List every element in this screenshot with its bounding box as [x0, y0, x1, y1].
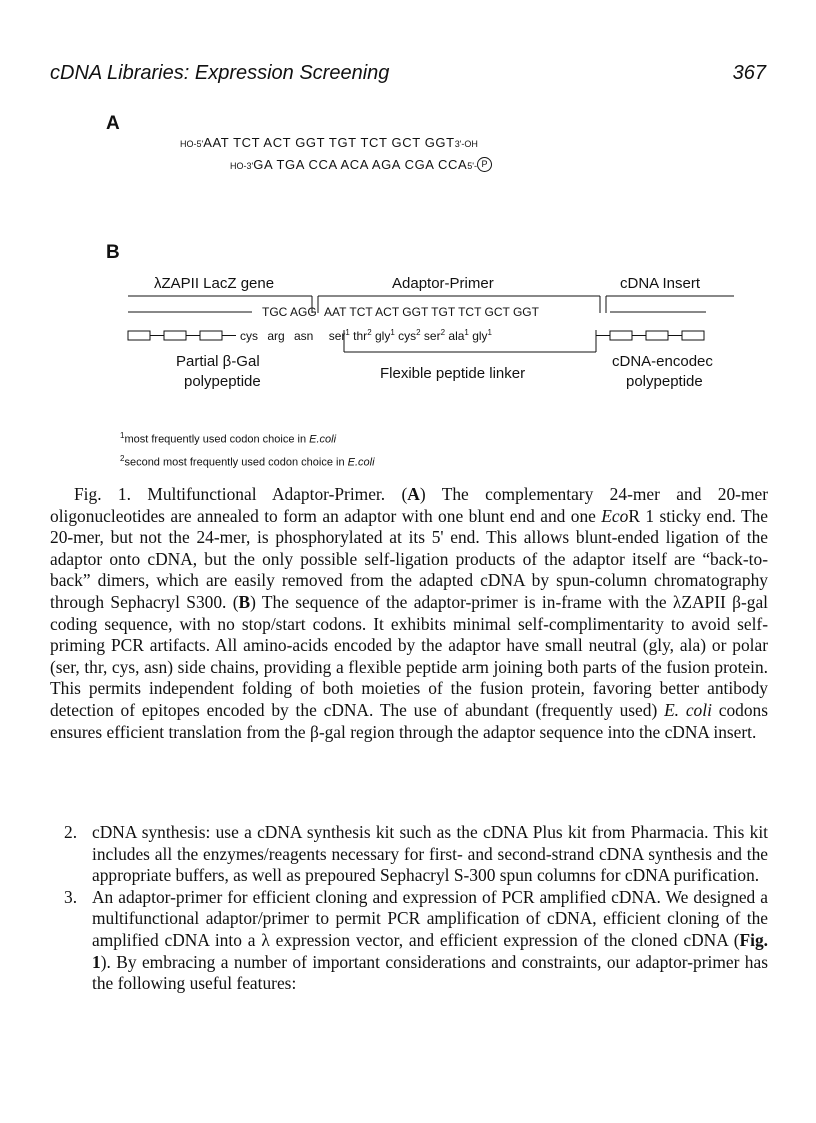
- peptide-box: [200, 331, 222, 340]
- list-item-number: 3.: [64, 886, 78, 907]
- bottom-strand-sequence: GA TGA CCA ACA AGA CGA CCA: [253, 157, 468, 172]
- cdna-insert-label: cDNA Insert: [620, 275, 701, 292]
- top-strand-sequence: AAT TCT ACT GGT TGT TCT GCT GGT: [203, 135, 455, 150]
- linker-amino-acids: [329, 329, 492, 343]
- lacz-gene-label: λZAPII LacZ gene: [154, 275, 275, 292]
- panel-b-label: B: [106, 242, 120, 263]
- aa-item: ser$^1$: [328, 328, 350, 343]
- list-item: [50, 822, 768, 887]
- aa-item: gly$^1$: [472, 328, 492, 343]
- aa-item: cys$^2$: [398, 328, 421, 343]
- linker-label: Flexible peptide linker: [380, 365, 526, 382]
- partial-bgal-label: Partial β-Gal: [176, 353, 260, 370]
- top-5prime-end: HO-5': [180, 139, 204, 149]
- bottom-3prime-end: HO-3': [230, 161, 254, 171]
- list-item-text: An adaptor-primer for efficient cloning and expression of PCR amplified cDNA. We designed a multifunctional adaptor/primer to permit PCR amplification of cDNA, efficient cloning of the amplified cDNA into a λ expression vector, and efficient expression of the cloned cDNA (Fig. 1). By embracing a number of important considerations and constraints, our adaptor-primer has the following useful features:: [92, 886, 768, 994]
- page-number: 367: [732, 62, 766, 84]
- panel-a-label: A: [106, 113, 120, 134]
- lacz-amino-acids: cys arg asn: [240, 329, 314, 343]
- phosphate-symbol: P: [477, 157, 492, 172]
- amino-acid-row: [240, 328, 492, 343]
- adaptor-codons: AAT TCT ACT GGT TGT TCT GCT GGT: [324, 305, 539, 319]
- footnote-1: $^1$most frequently used codon choice in E.coli: [120, 431, 337, 446]
- lacz-codons: TGC AGG: [262, 305, 317, 319]
- figure-reference: Fig. 1: [92, 929, 768, 972]
- figure-caption: Fig. 1. Multifunctional Adaptor-Primer. (A) The complementary 24-mer and 20-mer oligonucleotides are annealed to form an adaptor with one blunt end and one EcoR 1 sticky end. The 20-mer, but not the 24-mer, is phosphorylated at its 5' end. This allows blunt-ended ligation of the adaptor onto cDNA, but the only possible self-ligation products of the adaptor itself are “back-to-back” dimers, which are easily removed from the adapted cDNA by spun-column chromatography through Sephacryl S300. (B) The sequence of the adaptor-primer is in-frame with the λZAPII β-gal coding sequence, with no stop/start codons. It exhibits minimal self-complimentarity to avoid self-priming PCR artifacts. All amino-acids encoded by the adaptor have small neutral (gly, ala) or polar (ser, thr, cys, asn) side chains, providing a flexible peptide arm joining both parts of the fusion protein. This permits independent folding of both moieties of the fusion protein, favoring better antibody detection of epitopes encoded by the cDNA. The use of abundant (frequently used) E. coli codons ensures efficient translation from the β-gal region through the adaptor sequence into the cDNA insert.: [50, 484, 768, 742]
- partial-bgal-sublabel: polypeptide: [184, 373, 261, 390]
- adaptor-primer-label: Adaptor-Primer: [392, 275, 494, 292]
- aa-item: gly$^1$: [374, 328, 395, 343]
- peptide-box: [610, 331, 632, 340]
- peptide-box: [682, 331, 704, 340]
- list-item-text: cDNA synthesis: use a cDNA synthesis kit such as the cDNA Plus kit from Pharmacia. This kit includes all the enzymes/reagents necessary for first- and second-strand cDNA synthesis and the appropriate buffers, as well as prepoured Sephacryl S-300 spun columns for cDNA purification.: [92, 822, 768, 886]
- footnote-2: $^2$second most frequently used codon choice in E.coli: [120, 454, 375, 469]
- running-title: cDNA Libraries: Expression Screening: [50, 62, 390, 84]
- top-3prime-end: 3'-OH: [454, 139, 478, 149]
- list-item: [50, 887, 768, 995]
- dna-sequence-row: [262, 305, 539, 319]
- peptide-box: [646, 331, 668, 340]
- aa-item: ser$^2$: [423, 328, 446, 343]
- cdna-encoded-label: cDNA-encodec: [612, 353, 713, 370]
- peptide-box: [128, 331, 150, 340]
- bottom-5prime-end: 5'-: [467, 161, 478, 171]
- peptide-box: [164, 331, 186, 340]
- cdna-encoded-sublabel: polypeptide: [626, 373, 703, 390]
- materials-list: [50, 822, 768, 995]
- list-item-number: 2.: [64, 822, 78, 842]
- aa-item: thr$^2$: [353, 328, 372, 343]
- aa-item: ala$^1$: [448, 328, 469, 343]
